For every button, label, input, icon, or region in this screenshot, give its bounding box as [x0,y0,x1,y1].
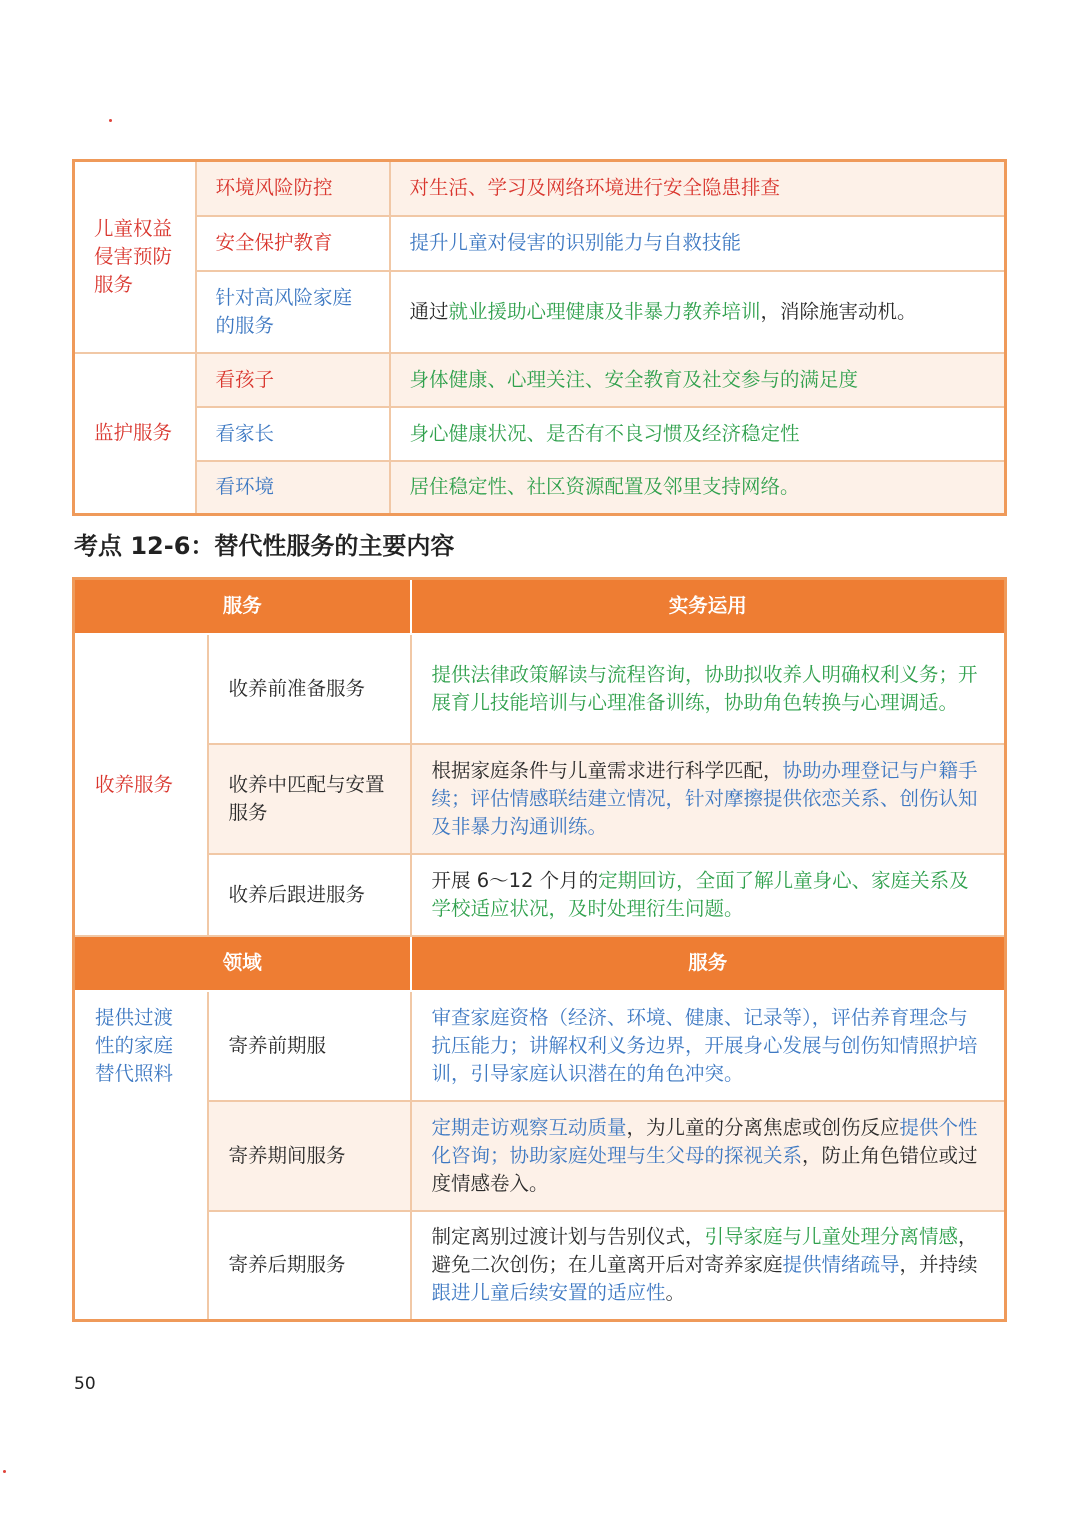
prevention-table [72,159,1007,516]
group-label: 提供过渡性的家庭替代照料 [74,991,208,1321]
desc-cell: 对生活、学习及网络环境进行安全隐患排查 [390,161,1006,216]
header-cell: 领域 [74,936,411,991]
desc-text-highlight: 提供情绪疏导 [782,1253,900,1277]
desc-text: 。 [665,1281,686,1305]
desc-text-highlight: 定期回访，全面了解儿童身心、家庭关系及学校适应状况，及时处理衍生问题。 [431,868,969,920]
desc-cell: 提升儿童对侵害的识别能力与自救技能 [390,216,1006,271]
table-row [74,744,1006,854]
item-cell: 针对高风险家庭的服务 [196,271,390,353]
section-title: 考点 12-6：替代性服务的主要内容 [74,532,455,560]
group-label: 收养服务 [74,634,208,936]
table-row [74,1101,1006,1211]
table-row [74,1211,1006,1321]
desc-text: ，消除施害动机。 [760,299,917,323]
group-label: 儿童权益侵害预防服务 [74,161,196,353]
item-cell: 收养后跟进服务 [208,854,411,936]
item-cell: 收养前准备服务 [208,634,411,744]
item-cell: 看孩子 [196,353,390,407]
desc-text: 制定离别过渡计划与告别仪式， [431,1225,705,1249]
page-number: 50 [74,1374,96,1394]
red-dot-mark [109,119,112,122]
desc-text: ，为儿童的分离焦虑或创伤反应 [626,1115,900,1139]
desc-text-highlight: 引导家庭与儿童处理分离情感 [704,1225,959,1249]
group-label: 监护服务 [74,353,196,515]
desc-cell [390,271,1006,353]
desc-cell: 提供法律政策解读与流程咨询，协助拟收养人明确权利义务；开展育儿技能培训与心理准备训练，协助角色转换与心理调适。 [411,634,1006,744]
item-cell: 收养中匹配与安置服务 [208,744,411,854]
desc-text-highlight: 协助办理登记与户籍手续；评估情感联结建立情况，针对摩擦提供依恋关系、创伤认知及非暴力沟通训练。 [431,758,978,838]
desc-text: ，防止角色错位或过度情感卷入。 [431,1143,978,1195]
desc-cell: 审查家庭资格（经济、环境、健康、记录等），评估养育理念与抗压能力；讲解权利义务边界，开展身心发展与创伤知情照护培训，引导家庭认识潜在的角色冲突。 [411,991,1006,1101]
desc-cell [411,854,1006,936]
desc-text-highlight: 定期走访观察互动质量 [431,1115,627,1139]
desc-text: ，并持续 [899,1253,978,1277]
header-cell: 实务运用 [411,579,1006,634]
table-row [74,407,1006,461]
item-cell: 寄养前期服 [208,991,411,1101]
table-row [74,271,1006,353]
desc-cell: 身心健康状况、是否有不良习惯及经济稳定性 [390,407,1006,461]
substitute-service-table [72,577,1007,1322]
red-dot-mark-bottom [3,1470,6,1473]
table-row [74,854,1006,936]
desc-text: 通过 [409,299,449,323]
table-row [74,991,1006,1101]
desc-text-highlight: 就业援助心理健康及非暴力教养培训 [448,299,761,323]
desc-cell: 居住稳定性、社区资源配置及邻里支持网络。 [390,461,1006,515]
item-cell: 环境风险防控 [196,161,390,216]
desc-cell [411,1101,1006,1211]
table-row [74,634,1006,744]
header-cell: 服务 [411,936,1006,991]
table-row [74,216,1006,271]
desc-cell: 身体健康、心理关注、安全教育及社交参与的满足度 [390,353,1006,407]
item-cell: 安全保护教育 [196,216,390,271]
item-cell: 寄养后期服务 [208,1211,411,1321]
table-row [74,461,1006,515]
desc-text: 开展 6～12 个月的 [431,868,599,892]
desc-text: 根据家庭条件与儿童需求进行科学匹配， [431,758,783,782]
desc-text-highlight: 跟进儿童后续安置的适应性 [431,1281,666,1305]
item-cell: 看家长 [196,407,390,461]
table-row [74,353,1006,407]
desc-text: ，避免二次创伤；在儿童离开后对寄养家庭 [431,1225,978,1277]
desc-text-highlight: 提供个性化咨询；协助家庭处理与生父母的探视关系 [431,1115,978,1167]
desc-cell [411,1211,1006,1321]
table-row [74,161,1006,216]
table-header-row [74,579,1006,634]
table-header-row [74,936,1006,991]
item-cell: 看环境 [196,461,390,515]
item-cell: 寄养期间服务 [208,1101,411,1211]
header-cell: 服务 [74,579,411,634]
desc-cell [411,744,1006,854]
